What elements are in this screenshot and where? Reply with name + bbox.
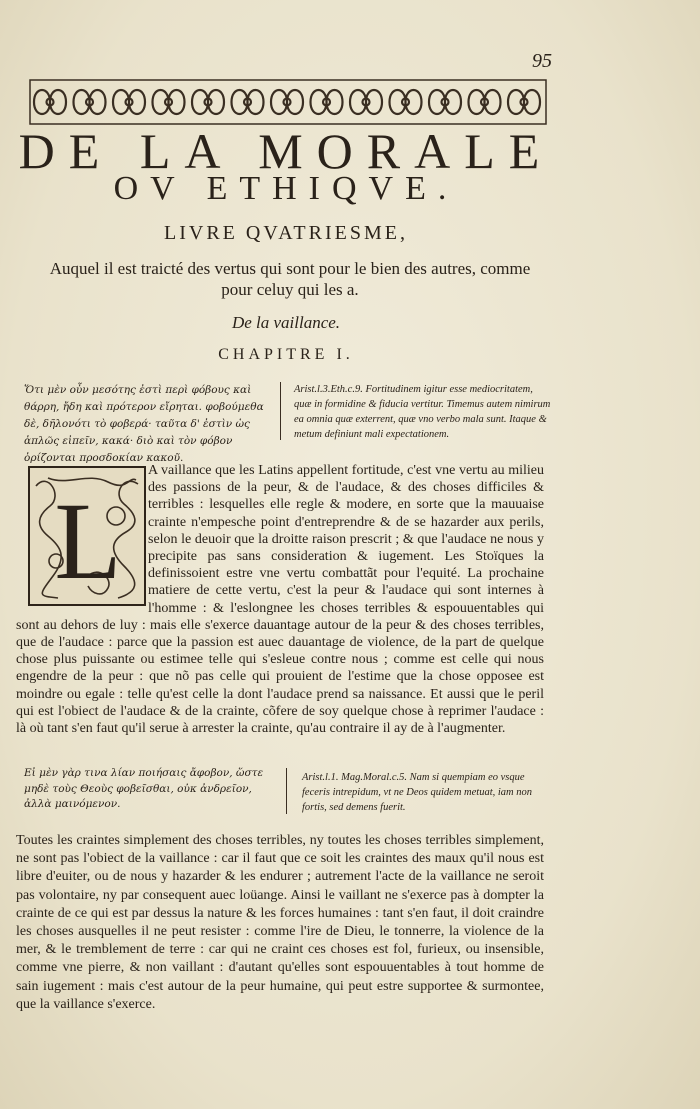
title-line-2: OV ETHIQVE. <box>113 170 459 207</box>
subtitle: Auquel il est traicté des vertus qui sont pour le bien des autres, comme pour celuy qui les a. <box>49 259 531 299</box>
ornament-scroll <box>153 90 185 114</box>
latin-quote-2: Arist.l.1. Mag.Moral.c.5. Nam si quempiam eo vsque feceris intrepidum, vt ne Deos quidem metuat, iam non fortis, sed demens fuerit. <box>302 772 532 813</box>
ornament-scroll <box>192 90 224 114</box>
ornament-scroll <box>311 90 343 114</box>
greek-quote-1: Ὅτι μὲν οὖν μεσότης ἐστὶ περὶ φόβους καὶ θάρρη, ἤδη καὶ πρότερον εἴρηται. φοβούμεθα δὲ, δῆλονότι τὸ φοβερά· ταῦτα δ' ἐστὶν ὡς ἁπλῶς εἰπεῖν, κακά· διὸ καὶ τὸν φόβον ὁρίζονται προσδοκίαν κακοῦ. <box>24 384 264 464</box>
ornament-scroll <box>74 90 106 114</box>
body-paragraph-2: Toutes les craintes simplement des choses terribles, ny toutes les choses terribles simplement, ne sont pas l'obiect de la vaillance : car il faut que ce soit les craintes des maux qu'il nous est libre d'euiter, ou de nous y hazarder & les endurer ; autrement l'acte de la vaillance ne seroit pas volontaire, ny par consequent auec loüange. Ainsi le vaillant ne s'exerce pas à dompter la crainte de ce qui est par dessus la nature & les forces humaines : tant s'en faut, il doit craindre les choses ausquelles il ne peut resister : comme l'ire de Dieu, le tonnerre, la violence de la mer, & le tremblement de terre : car qui ne craint ces choses est fol, furieux, ou insensible, comme vne pierre, & non vaillant : d'autant qu'elles sont espouuentables à tout homme de sain iugement : mais c'est autour de la peur humaine, qui peut estre supportee & surmontee, que la vaillance s'exerce. <box>16 833 544 1012</box>
ornament-scroll <box>469 90 501 114</box>
greek-quote-2: Εἰ μὲν γὰρ τινα λίαν ποιήσαις ἄφοβον, ὥστε μηδὲ τοὺς Θεοὺς φοβεῖσθαι, οὐκ ἀνδρεῖον, ἀλλὰ μαινόμενον. <box>24 767 264 810</box>
body-paragraph-1-text: A vaillance que les Latins appellent fortitude, c'est vne vertu au milieu des passions de la peur, & de l'audace, & des choses difficiles & terribles : lesquelles elle regle & modere, en sorte que la mauuaise crainte n'empesche point d'entreprendre & de se hazarder aux perils, selon le deuoir que la droitte raison prescrit ; & que l'audace ne nous y precipite pas sans consideration & iugement. Les Stoïques la definissoient estre vne vertu combattãt pour l'equité. La prochaine matiere de cette vertu, c'est la peur & l'audace qui sont internes à l'homme : & l'eslongnee les choses terribles & espouuentables qui sont au dehors de luy : mais elle s'exerce dauantage autour de la peur & des choses terribles, que de l'audace : parce que la passion est auec dauantage de violence, de la part de quelque chose plus puissante ou estimee telle qui s'esleue contre nous ; comme est celle qui nous engendre de la peur : que nõ pas celle qui prouient de l'estime que la chose opposee est moindre ou egale : telle qu'est celle la dont l'audace prend sa naissance. Et aussi que le peril qui est l'obiect de l'audace & de la crainte, cõfere de soy quelque chose à reprimer l'audace : là où tant s'en faut qu'il serue à arrester la crainte, qu'au contraire il ay de à l'augmenter. <box>16 463 544 737</box>
section-title: De la vaillance. <box>231 313 341 332</box>
ornament-scroll <box>113 90 145 114</box>
ornament-scroll <box>34 90 66 114</box>
drop-cap-letter: L <box>54 480 122 602</box>
title-line-1: DE LA MORALE <box>18 123 554 179</box>
book-title: LIVRE QVATRIESME, <box>164 222 408 244</box>
ornament-scroll <box>390 90 422 114</box>
column-divider <box>280 382 281 440</box>
ornament-scroll <box>429 90 461 114</box>
drop-cap-initial <box>28 466 146 606</box>
ornament-scroll <box>508 90 540 114</box>
ornament-scroll <box>271 90 303 114</box>
chapter-title: CHAPITRE I. <box>218 346 354 363</box>
ornament-scroll <box>232 90 264 114</box>
ornament-scroll <box>350 90 382 114</box>
page-number: 95 <box>532 50 552 72</box>
latin-quote-1: Arist.l.3.Eth.c.9. Fortitudinem igitur esse mediocritatem, quæ in formidine & fiducia vertitur. Timemus autem nimirum ea omnia quæ exterrent, quæ vno verbo mala sunt. Itaque & metum definiunt mali expectationem. <box>294 384 551 440</box>
header-ornament <box>28 78 548 126</box>
column-divider-2 <box>286 768 287 814</box>
